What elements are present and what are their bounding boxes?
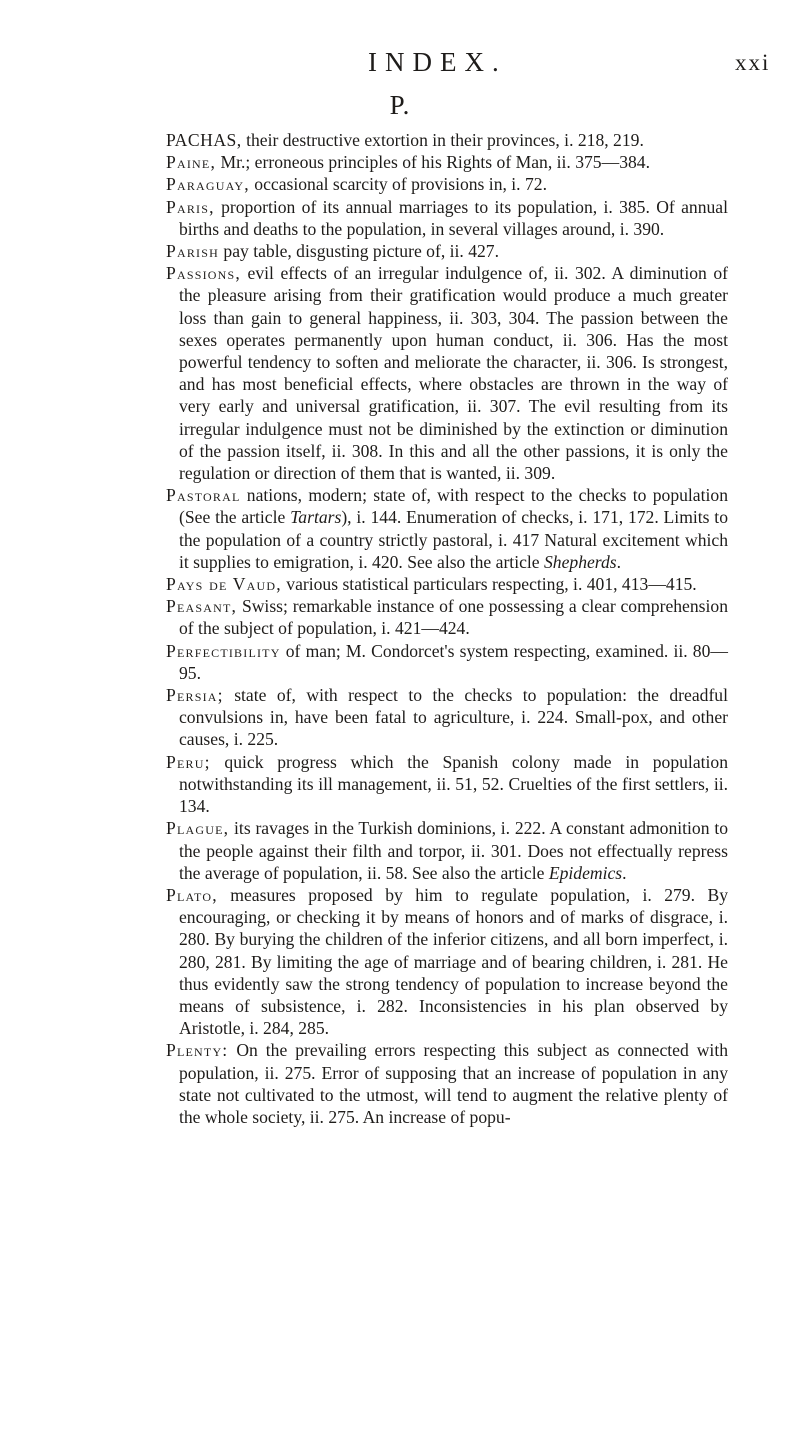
entry-text: evil effects of an irregular indulgence of, ii. 302. A diminution of the pleasure arising from their gratification would produce a much greater loss than gain to general happiness, ii. 303, 304. The passion between the sexes operates permanently upon human conduct, ii. 306. Has the most powerful tendency to soften and meliorate the character, ii. 306. Is strongest, and has most beneficial effects, where obstacles are thrown in the way of very early and universal gratification, ii. 307. The evil resulting from its irregular indulgence must not be diminished by the extinction or diminution of the passion itself, ii. 308. In this and all the other passions, it is only the regulation or direction of them that is wanted, ii. 309. — [179, 263, 728, 484]
entry-text: measures proposed by him to regulate population, i. 279. By encouraging, or checking it by means of honors and of marks of disgrace, i. 280. By burying the children of the inferior citizens, and all born imperfect, i. 280, 281. By limiting the age of marriage and of bearing children, i. 281. He thus evidently saw the strong tendency of population to increase beyond the means of subsistence, i. 282. Inconsistencies in his plan observed by Aristotle, i. 284, 285. — [179, 884, 728, 1039]
entry-headword: Paine, — [166, 152, 217, 173]
entry-text-end: . — [616, 551, 622, 572]
entry-cross-reference: Epidemics — [548, 862, 623, 883]
index-entry — [166, 884, 728, 1039]
index-entry — [166, 173, 728, 195]
running-head-title: INDEX. — [368, 47, 507, 77]
index-entries — [166, 129, 728, 1128]
entry-headword: Plenty: — [166, 1040, 229, 1061]
index-entry — [166, 684, 728, 751]
page-number: xxi — [735, 50, 771, 75]
index-entry — [166, 484, 728, 573]
entry-text: their destructive extortion in their provinces, i. 218, 219. — [241, 130, 644, 150]
entry-headword: Peru; — [166, 751, 211, 772]
entry-headword: Passions, — [166, 263, 241, 284]
entry-headword: Paris, — [166, 196, 215, 217]
entry-text: its ravages in the Turkish dominions, i. 222. A constant admonition to the people against their filth and torpor, ii. 301. Does not effectually repress the average of population, ii. 58. See also the article — [179, 818, 728, 883]
entry-headword: Perfectibility — [166, 640, 281, 661]
entry-headword: Plague, — [166, 818, 230, 839]
entry-cross-reference: Tartars — [290, 507, 342, 528]
entry-headword: Paraguay, — [166, 174, 250, 195]
index-entry — [166, 129, 728, 151]
entry-text: proportion of its annual marriages to its population, i. 385. Of annual births and deaths to the population, in several villages around, i. 390. — [179, 196, 728, 239]
entry-headword: PACHAS, — [166, 130, 242, 150]
entry-text: of man; M. Condorcet's system respecting, examined. ii. 80—95. — [179, 640, 728, 683]
index-entry — [166, 817, 728, 884]
index-entry — [166, 240, 728, 262]
index-entry — [166, 1039, 728, 1128]
entry-text: state of, with respect to the checks to population: the dreadful convulsions in, have been fatal to agriculture, i. 224. Small-pox, and other causes, i. 225. — [179, 685, 728, 750]
entry-text: Mr.; erroneous principles of his Rights of Man, ii. 375—384. — [216, 152, 650, 173]
index-entry — [166, 640, 728, 684]
entry-text: various statistical particulars respecting, i. 401, 413—415. — [281, 574, 697, 595]
entry-text: pay table, disgusting picture of, ii. 427. — [219, 241, 499, 262]
section-letter-heading: P. — [389, 90, 411, 120]
running-head — [0, 46, 800, 78]
index-entry — [166, 573, 728, 595]
index-entry — [166, 595, 728, 639]
entry-headword: Plato, — [166, 884, 218, 905]
entry-headword: Parish — [166, 241, 219, 262]
entry-headword: Pays de Vaud, — [166, 574, 282, 595]
entry-text: nations, modern; state of, with respect to the checks to population (See the article — [179, 485, 728, 528]
entry-cross-reference: Shepherds — [544, 551, 617, 572]
entry-text: Swiss; remarkable instance of one possessing a clear comprehension of the subject of population, i. 421—424. — [179, 596, 728, 639]
entry-text: On the prevailing errors respecting this subject as connected with population, ii. 275. Error of supposing that an increase of population in any state not cultivated to the utmost, will tend to augment the relative plenty of the whole society, ii. 275. An increase of popu- — [179, 1040, 728, 1127]
index-entry — [166, 262, 728, 484]
index-entry — [166, 196, 728, 240]
entry-text: quick progress which the Spanish colony made in population notwithstanding its ill management, ii. 51, 52. Cruelties of the first settlers, ii. 134. — [179, 751, 728, 817]
entry-headword: Persia; — [166, 685, 224, 706]
entry-text-continued: ), i. 144. Enumeration of checks, i. 171, 172. Limits to the population of a country strictly pastoral, i. 417 Natural excitement which it supplies to emigration, i. 420. See also the article — [179, 507, 728, 572]
index-entry — [166, 751, 728, 818]
index-entry — [166, 151, 728, 173]
entry-text-end: . — [622, 862, 627, 883]
entry-headword: Pastoral — [166, 485, 241, 506]
entry-headword: Peasant, — [166, 596, 238, 617]
entry-text: occasional scarcity of provisions in, i. 72. — [249, 174, 547, 195]
